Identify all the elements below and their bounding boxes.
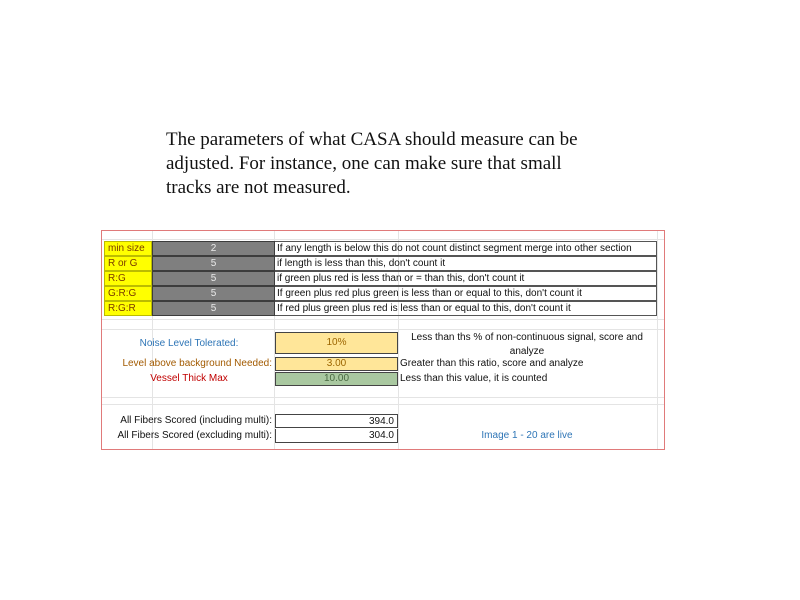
param-desc-r-or-g: if length is less than this, don't count it	[275, 256, 657, 271]
background-level-label: Level above background Needed:	[122, 358, 272, 369]
param-label-r-g: R:G	[104, 271, 152, 286]
caption-line-1: The parameters of what CASA should measure can be	[166, 129, 578, 150]
caption-text	[166, 128, 646, 200]
gridline	[102, 404, 664, 405]
param-value-r-g-r[interactable]: 5	[152, 301, 275, 316]
param-label-g-r-g: G:R:G	[104, 286, 152, 301]
param-label-r-or-g: R or G	[104, 256, 152, 271]
fibers-excl-value[interactable]: 304.0	[275, 429, 398, 443]
param-desc-g-r-g: If green plus red plus green is less than or equal to this, don't count it	[275, 286, 657, 301]
param-desc-min-size: If any length is below this do not count distinct segment merge into other section	[275, 241, 657, 256]
noise-level-label: Noise Level Tolerated:	[139, 338, 239, 349]
fibers-incl-label: All Fibers Scored (including multi):	[120, 415, 272, 426]
vessel-thick-field[interactable]: 10.00	[275, 372, 398, 386]
noise-level-note: Less than ths % of non-continuous signal, score and analyze	[411, 332, 643, 357]
param-value-r-g[interactable]: 5	[152, 271, 275, 286]
caption-line-3: tracks are not measured.	[166, 177, 351, 198]
background-level-note: Greater than this ratio, score and analyze	[400, 358, 584, 369]
background-level-field[interactable]: 3.00	[275, 357, 398, 371]
gridline	[102, 319, 664, 320]
param-label-r-g-r: R:G:R	[104, 301, 152, 316]
fibers-excl-label: All Fibers Scored (excluding multi):	[117, 430, 272, 441]
param-desc-r-g: if green plus red is less than or = than this, don't count it	[275, 271, 657, 286]
gridline	[102, 329, 664, 330]
param-value-g-r-g[interactable]: 5	[152, 286, 275, 301]
image-live-note: Image 1 - 20 are live	[481, 430, 573, 441]
fibers-incl-value[interactable]: 394.0	[275, 414, 398, 428]
gridline	[102, 397, 664, 398]
param-desc-r-g-r: If red plus green plus red is less than or equal to this, don't count it	[275, 301, 657, 316]
spreadsheet	[101, 230, 665, 450]
param-label-min-size: min size	[104, 241, 152, 256]
gridline	[657, 231, 658, 449]
gridline	[102, 239, 664, 240]
param-value-min-size[interactable]: 2	[152, 241, 275, 256]
vessel-thick-note: Less than this value, it is counted	[400, 373, 548, 384]
caption-line-2: adjusted. For instance, one can make sure that small	[166, 153, 562, 174]
vessel-thick-label: Vessel Thick Max	[150, 373, 228, 384]
param-value-r-or-g[interactable]: 5	[152, 256, 275, 271]
noise-level-field[interactable]: 10%	[275, 332, 398, 354]
